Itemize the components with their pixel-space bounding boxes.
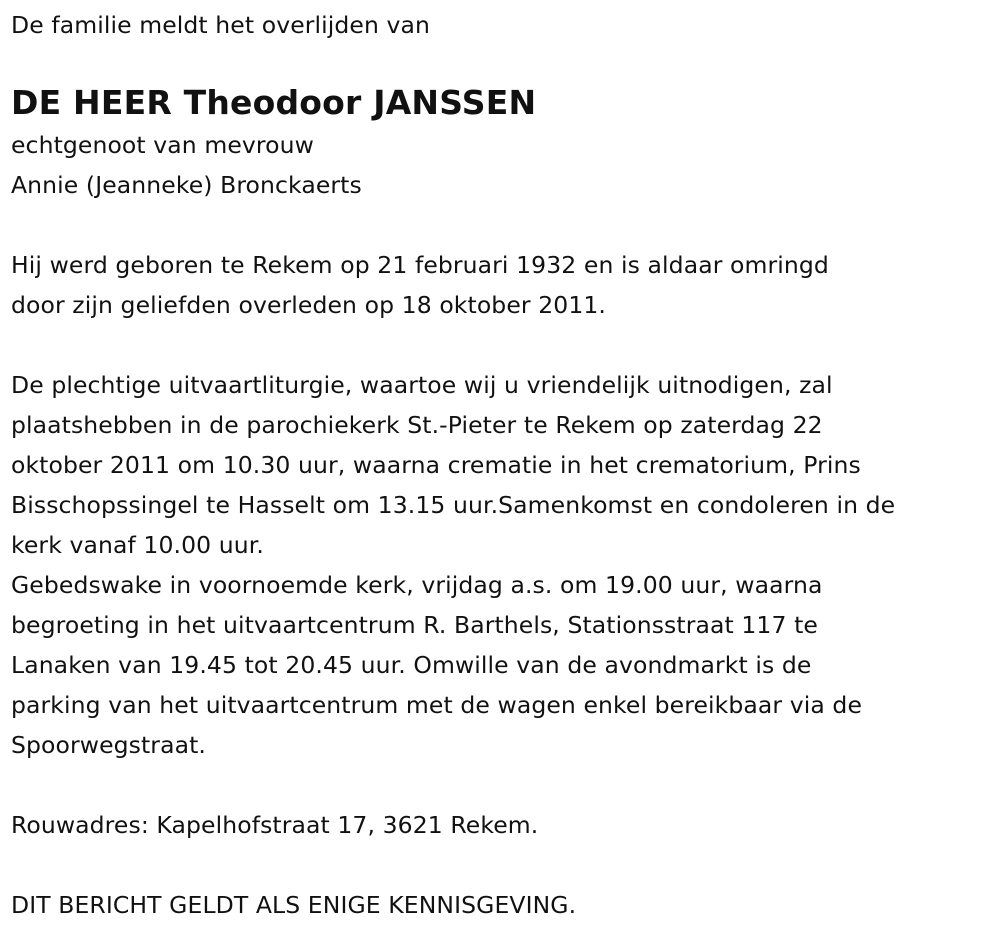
paragraph-line: Gebedswake in voornoemde kerk, vrijdag a.s. om 19.00 uur, waarna xyxy=(11,571,823,599)
intro-text: De familie meldt het overlijden van xyxy=(11,11,431,39)
spouse-line: Annie (Jeanneke) Bronckaerts xyxy=(11,171,362,199)
spouse-block xyxy=(11,125,996,205)
official-notice: DIT BERICHT GELDT ALS ENIGE KENNISGEVING. xyxy=(11,891,577,919)
paragraph-line: oktober 2011 om 10.30 uur, waarna crematie in het crematorium, Prins xyxy=(11,451,861,479)
birth-death-paragraph xyxy=(11,245,996,325)
paragraph-line: Spoorwegstraat. xyxy=(11,731,206,759)
obituary-document xyxy=(11,5,996,925)
ceremony-paragraph xyxy=(11,365,996,765)
paragraph-line: begroeting in het uitvaartcentrum R. Barthels, Stationsstraat 117 te xyxy=(11,611,818,639)
paragraph-line: parking van het uitvaartcentrum met de wagen enkel bereikbaar via de xyxy=(11,691,862,719)
paragraph-line: De plechtige uitvaartliturgie, waartoe wij u vriendelijk uitnodigen, zal xyxy=(11,371,833,399)
paragraph-line: plaatshebben in de parochiekerk St.-Pieter te Rekem op zaterdag 22 xyxy=(11,411,823,439)
deceased-name: DE HEER Theodoor JANSSEN xyxy=(11,83,537,122)
spouse-line: echtgenoot van mevrouw xyxy=(11,131,314,159)
paragraph-line: Hij werd geboren te Rekem op 21 februari 1932 en is aldaar omringd xyxy=(11,251,829,279)
paragraph-line: kerk vanaf 10.00 uur. xyxy=(11,531,264,559)
paragraph-line: door zijn geliefden overleden op 18 oktober 2011. xyxy=(11,291,606,319)
mourning-address: Rouwadres: Kapelhofstraat 17, 3621 Rekem. xyxy=(11,811,539,839)
paragraph-line: Bisschopssingel te Hasselt om 13.15 uur.Samenkomst en condoleren in de xyxy=(11,491,896,519)
paragraph-line: Lanaken van 19.45 tot 20.45 uur. Omwille van de avondmarkt is de xyxy=(11,651,812,679)
